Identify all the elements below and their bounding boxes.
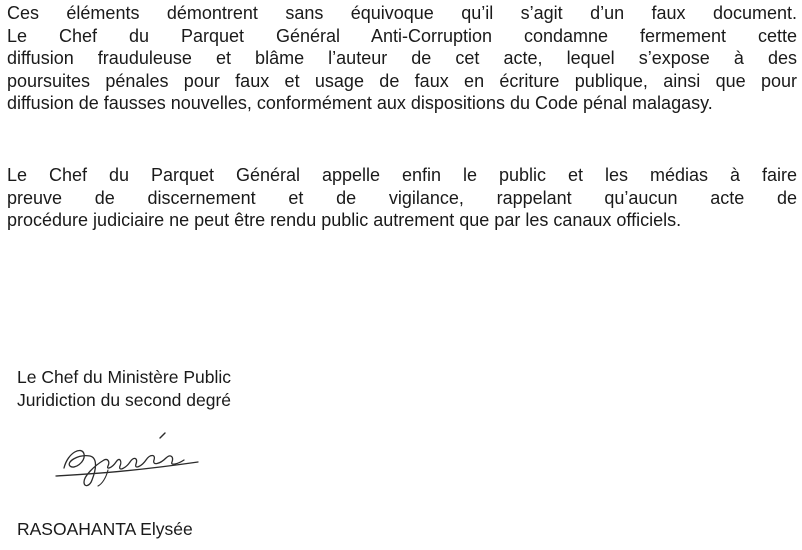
paragraph-2 [7, 164, 797, 232]
signer-name: RASOAHANTA Elysée [17, 519, 193, 539]
paragraph-2-line: Le Chef du Parquet Général appelle enfin le public et les médias à faire [7, 165, 797, 185]
paragraph-1-line: Le Chef du Parquet Général Anti-Corruption condamne fermement cette [7, 25, 797, 46]
signature-title-line-2: Juridiction du second degré [17, 389, 232, 410]
signature-title-line-1: Le Chef du Ministère Public [17, 367, 231, 387]
paragraph-1-line: Ces éléments démontrent sans équivoque qu’il s’agit d’un faux document. [7, 3, 797, 23]
paragraph-1-line: poursuites pénales pour faux et usage de faux en écriture publique, ainsi que pour [7, 70, 797, 91]
paragraph-2-line: preuve de discernement et de vigilance, rappelant qu’aucun acte de [7, 187, 797, 208]
handwritten-signature [48, 432, 208, 492]
paragraph-1-line: diffusion de fausses nouvelles, conformément aux dispositions du Code pénal malagasy. [7, 93, 713, 113]
paragraph-1 [7, 2, 797, 115]
signature-title-block [17, 366, 231, 411]
paragraph-2-line: procédure judiciaire ne peut être rendu public autrement que par les canaux officiels. [7, 210, 682, 230]
paragraph-1-line: diffusion frauduleuse et blâme l’auteur de cet acte, lequel s’expose à des [7, 48, 797, 68]
